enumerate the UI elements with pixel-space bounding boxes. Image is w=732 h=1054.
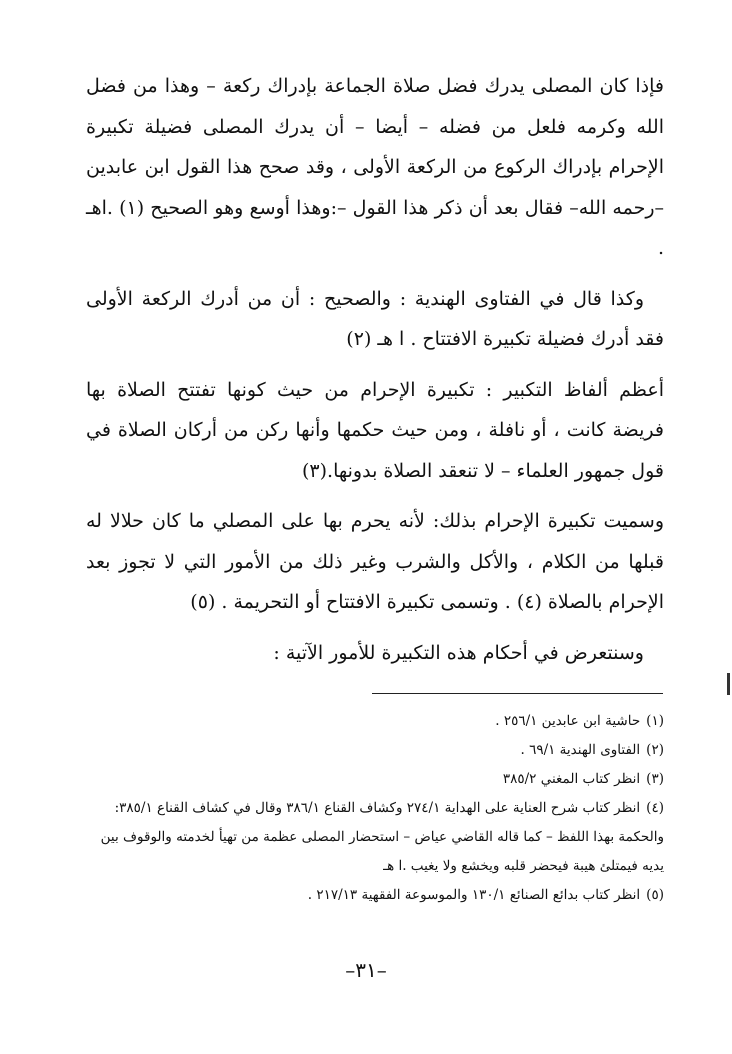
footnote-number: (٤) bbox=[646, 800, 664, 816]
main-text bbox=[86, 66, 664, 673]
footnote-number: (٥) bbox=[646, 887, 664, 903]
footnote-number: (٣) bbox=[646, 771, 664, 787]
paragraph-1: فإذا كان المصلى يدرك فضل صلاة الجماعة بإدراك ركعة – وهذا من فضل الله وكرمه فلعل من فضله – أيضا – أن يدرك المصلى فضيلة تكبيرة الإحرام بإدراك الركوع من الركعة الأولى ، وقد صحح هذا القول ابن عابدين –رحمه الله– فقال بعد أن ذكر هذا القول –:وهذا أوسع وهو الصحيح (١) .اهـ . bbox=[86, 75, 665, 259]
footnote-2 bbox=[86, 736, 664, 765]
paragraph-4: وسميت تكبيرة الإحرام بذلك: لأنه يحرم بها على المصلي ما كان حلالا له قبلها من الكلام ، والأكل والشرب وغير ذلك من الأمور التي لا تجوز بعد الإحرام بالصلاة (٤) . وتسمى تكبيرة الافتتاح أو التحريمة . (٥) bbox=[86, 510, 664, 613]
paragraph-3: أعظم ألفاظ التكبير : تكبيرة الإحرام من حيث كونها تفتتح الصلاة بها فريضة كانت ، أو نافلة ، ومن حيث حكمها وأنها ركن من أركان الصلاة في قول جمهور العلماء – لا تنعقد الصلاة بدونها.(٣) bbox=[86, 378, 664, 482]
footnote-text: انظر كتاب المغني ٣٨٥/٢ bbox=[502, 771, 641, 787]
footnote-number: (١) bbox=[646, 713, 664, 729]
footnote-4 bbox=[86, 794, 664, 881]
scan-edge-mark bbox=[727, 673, 730, 695]
footnote-3 bbox=[86, 765, 664, 794]
footnotes bbox=[86, 707, 664, 910]
footnote-text: انظر كتاب شرح العناية على الهداية ٢٧٤/١ وكشاف القناع ٣٨٦/١ وقال في كشاف القناع ٣٨٥/١: والحكمة بهذا اللفظ – كما قاله القاضي عياض – استحضار المصلى عظمة من تهيأ لخدمته والوقوف بين يديه فيمتلئ هيبة فيحضر قلبه ويخشع ولا يغيب .ا هـ bbox=[100, 800, 664, 874]
paragraph-2: وكذا قال في الفتاوى الهندية : والصحيح : أن من أدرك الركعة الأولى فقد أدرك فضيلة تكبيرة الافتتاح . ا هـ (٢) bbox=[86, 287, 664, 350]
footnote-text: حاشية ابن عابدين ٢٥٦/١ . bbox=[495, 713, 641, 729]
footnote-separator bbox=[372, 693, 663, 694]
footnote-number: (٢) bbox=[646, 742, 664, 758]
footnote-1 bbox=[86, 707, 664, 736]
paragraph-5: وسنتعرض في أحكام هذه التكبيرة للأمور الآتية : bbox=[273, 641, 644, 664]
page-number: –٣١– bbox=[345, 958, 387, 982]
footnote-5 bbox=[86, 881, 664, 910]
footnote-text: انظر كتاب بدائع الصنائع ١٣٠/١ والموسوعة الفقهية ٢١٧/١٣ . bbox=[307, 887, 641, 903]
footnote-text: الفتاوى الهندية ٦٩/١ . bbox=[520, 742, 641, 758]
